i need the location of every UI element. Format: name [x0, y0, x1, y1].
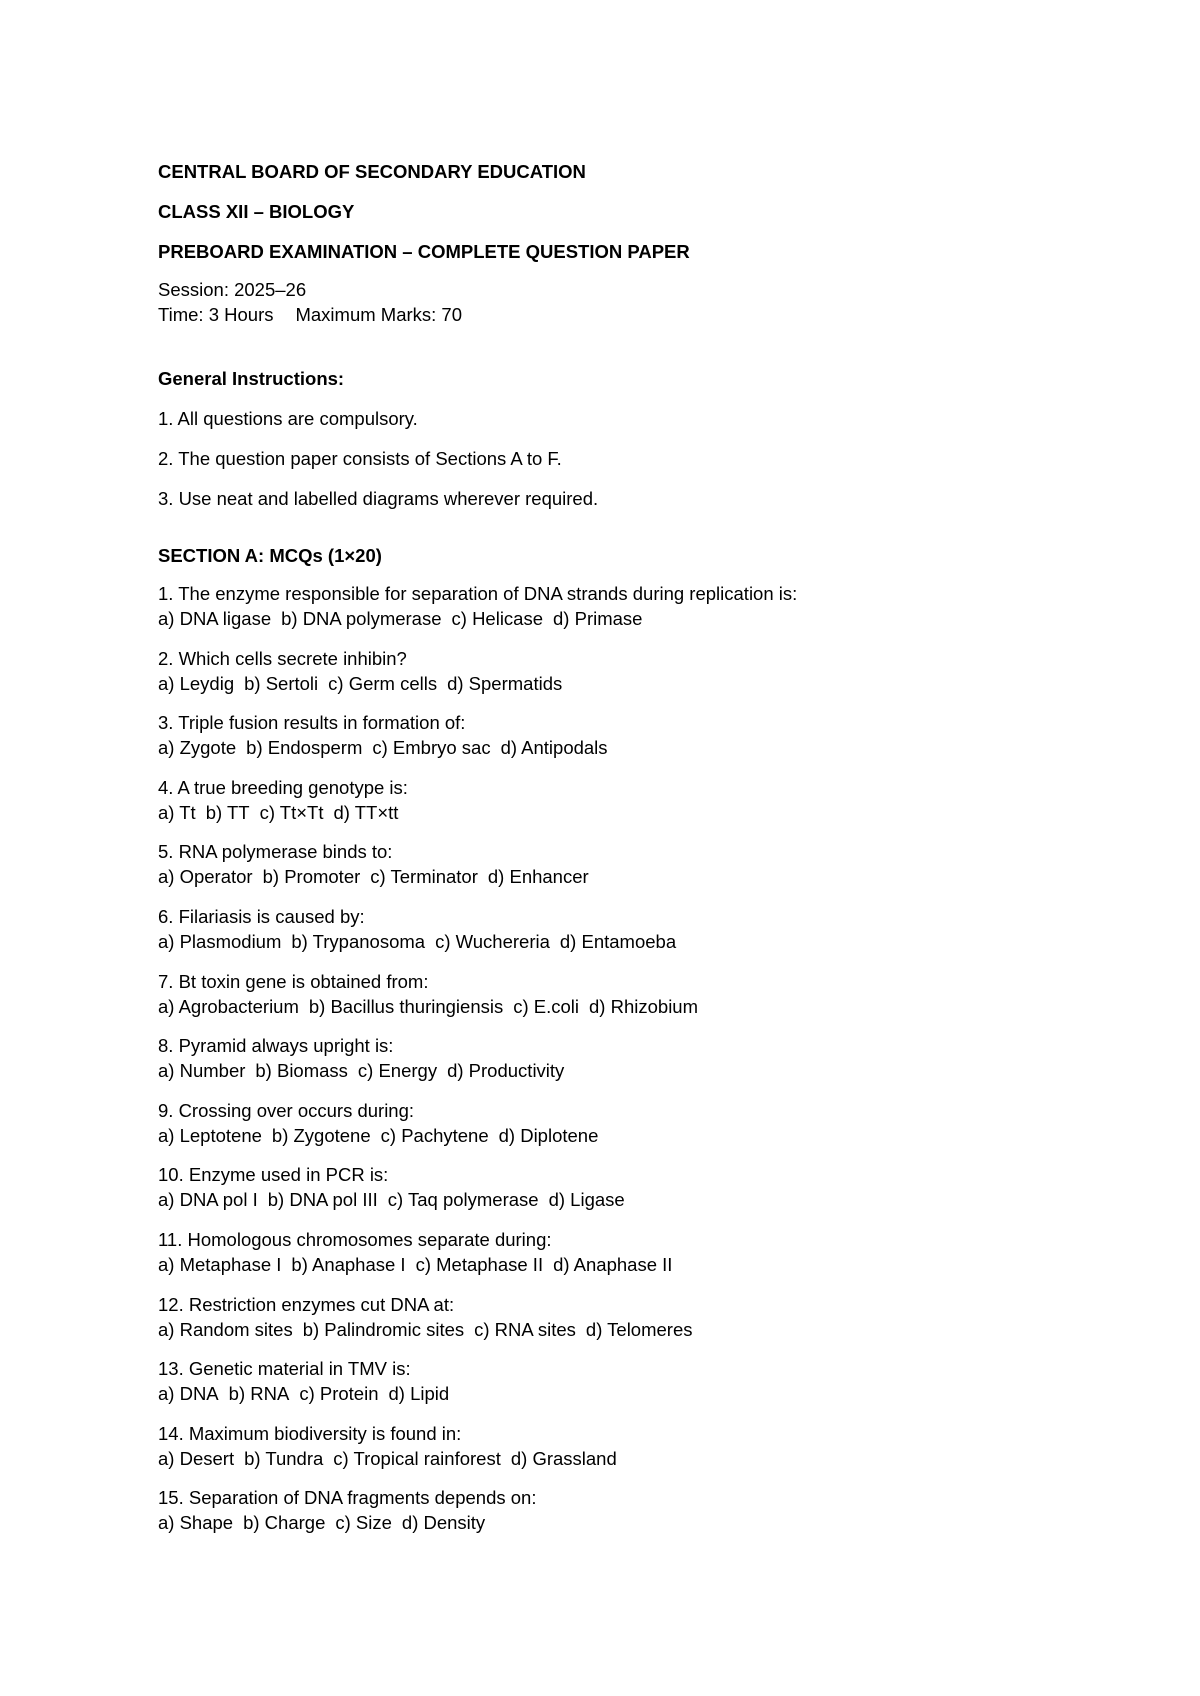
option-text: c) Size — [335, 1512, 392, 1534]
section-a-heading: SECTION A: MCQs (1×20) — [158, 545, 382, 566]
board-title: CENTRAL BOARD OF SECONDARY EDUCATION — [158, 161, 586, 182]
mcq-question — [158, 1485, 1058, 1535]
option-text: b) DNA polymerase — [281, 608, 442, 629]
option-text: d) Rhizobium — [589, 995, 699, 1017]
option-text: c) Taq polymerase — [387, 1189, 539, 1211]
question-options — [158, 1446, 1058, 1471]
option-text: d) Entamoeba — [559, 930, 677, 952]
instructions-heading: General Instructions: — [158, 368, 345, 389]
option-text: d) Enhancer — [487, 866, 589, 888]
question-text: 8. Pyramid always upright is: — [158, 1035, 394, 1057]
option-text: d) Grassland — [510, 1447, 617, 1469]
instruction-item: 1. All questions are compulsory. — [158, 408, 418, 429]
question-text: 2. Which cells secrete inhibin? — [158, 647, 407, 669]
instruction-item: 3. Use neat and labelled diagrams wherever required. — [158, 488, 599, 509]
option-text: d) Diplotene — [498, 1124, 599, 1146]
question-options — [158, 1381, 1058, 1406]
question-text: 12. Restriction enzymes cut DNA at: — [158, 1293, 455, 1315]
question-options — [158, 1187, 1058, 1212]
option-text: b) Anaphase I — [291, 1253, 406, 1275]
option-text: b) TT — [205, 801, 250, 823]
option-text: b) Trypanosoma — [291, 930, 426, 952]
option-text: d) Lipid — [388, 1383, 450, 1405]
option-text: a) Desert — [158, 1447, 235, 1469]
option-text: d) Density — [401, 1512, 486, 1534]
class-subject-title: CLASS XII – BIOLOGY — [158, 201, 355, 222]
question-text: 14. Maximum biodiversity is found in: — [158, 1422, 462, 1444]
option-text: c) Embryo sac — [372, 737, 491, 759]
option-text: a) DNA — [158, 1383, 219, 1405]
question-text: 7. Bt toxin gene is obtained from: — [158, 970, 429, 992]
question-text: 6. Filariasis is caused by: — [158, 905, 365, 927]
option-text: c) Metaphase II — [415, 1253, 544, 1275]
mcq-question — [158, 1098, 1058, 1148]
question-text: 1. The enzyme responsible for separation of DNA strands during replication is: — [158, 583, 798, 604]
mcq-question — [158, 710, 1058, 760]
option-text: d) Telomeres — [585, 1318, 693, 1340]
mcq-question — [158, 1033, 1058, 1083]
option-text: c) Helicase — [451, 608, 544, 629]
option-text: b) Charge — [243, 1512, 326, 1534]
question-options — [158, 671, 1058, 696]
option-text: c) Tt×Tt — [259, 801, 324, 823]
option-text: c) RNA sites — [474, 1318, 576, 1340]
option-text: a) Operator — [158, 866, 253, 888]
mcq-question — [158, 1421, 1058, 1471]
option-text: c) Tropical rainforest — [333, 1447, 501, 1469]
mcq-question — [158, 581, 1058, 631]
option-text: a) Agrobacterium — [158, 995, 299, 1017]
option-text: a) DNA pol I — [158, 1189, 258, 1211]
question-text: 3. Triple fusion results in formation of: — [158, 712, 466, 734]
exam-meta — [158, 277, 1058, 327]
question-paper-page — [158, 159, 1058, 1550]
mcq-question — [158, 904, 1058, 954]
mcq-question — [158, 839, 1058, 889]
option-text: a) DNA ligase — [158, 608, 272, 629]
question-options — [158, 994, 1058, 1019]
option-text: a) Leptotene — [158, 1124, 262, 1146]
question-options — [158, 735, 1058, 760]
question-text: 4. A true breeding genotype is: — [158, 776, 408, 798]
option-text: c) Energy — [357, 1060, 438, 1082]
question-text: 15. Separation of DNA fragments depends on: — [158, 1487, 537, 1509]
option-text: c) E.coli — [513, 995, 580, 1017]
option-text: b) Bacillus thuringiensis — [308, 995, 504, 1017]
option-text: d) Primase — [553, 608, 643, 629]
option-text: b) Palindromic sites — [302, 1318, 465, 1340]
option-text: b) Sertoli — [244, 672, 319, 694]
option-text: a) Number — [158, 1060, 246, 1082]
question-options — [158, 1510, 1058, 1535]
option-text: d) Anaphase II — [553, 1253, 673, 1275]
mcq-question — [158, 969, 1058, 1019]
mcq-question — [158, 1162, 1058, 1212]
option-text: a) Zygote — [158, 737, 237, 759]
question-options — [158, 606, 1058, 631]
time-text: Time: 3 Hours — [158, 304, 274, 325]
mcq-question — [158, 1292, 1058, 1342]
option-text: a) Plasmodium — [158, 930, 282, 952]
mcq-question — [158, 1227, 1058, 1277]
option-text: a) Metaphase I — [158, 1253, 282, 1275]
question-options — [158, 1058, 1058, 1083]
option-text: b) Zygotene — [271, 1124, 371, 1146]
option-text: a) Shape — [158, 1512, 234, 1534]
max-marks-text: Maximum Marks: 70 — [295, 304, 463, 325]
question-options — [158, 800, 1058, 825]
option-text: a) Leydig — [158, 672, 235, 694]
mcq-question — [158, 1356, 1058, 1406]
option-text: b) Biomass — [255, 1060, 348, 1082]
question-options — [158, 1123, 1058, 1148]
option-text: c) Terminator — [370, 866, 478, 888]
instruction-item: 2. The question paper consists of Sections A to F. — [158, 448, 562, 469]
option-text: c) Protein — [299, 1383, 379, 1405]
option-text: b) DNA pol III — [267, 1189, 378, 1211]
question-options — [158, 864, 1058, 889]
option-text: c) Wuchereria — [435, 930, 550, 952]
option-text: a) Random sites — [158, 1318, 293, 1340]
session-line: Session: 2025–26 — [158, 279, 307, 300]
question-text: 10. Enzyme used in PCR is: — [158, 1164, 389, 1186]
option-text: d) Antipodals — [500, 737, 608, 759]
option-text: d) Productivity — [447, 1060, 565, 1082]
question-text: 9. Crossing over occurs during: — [158, 1099, 415, 1121]
option-text: d) TT×tt — [333, 801, 399, 823]
question-list — [158, 581, 1058, 1535]
option-text: c) Pachytene — [380, 1124, 489, 1146]
option-text: d) Spermatids — [447, 672, 563, 694]
mcq-question — [158, 775, 1058, 825]
question-options — [158, 1317, 1058, 1342]
option-text: b) RNA — [228, 1383, 290, 1405]
option-text: d) Ligase — [548, 1189, 625, 1211]
option-text: b) Promoter — [262, 866, 361, 888]
time-marks-line — [158, 302, 1058, 327]
question-options — [158, 1252, 1058, 1277]
question-text: 5. RNA polymerase binds to: — [158, 841, 393, 863]
exam-title: PREBOARD EXAMINATION – COMPLETE QUESTION PAPER — [158, 241, 690, 262]
option-text: b) Endosperm — [246, 737, 363, 759]
mcq-question — [158, 646, 1058, 696]
option-text: c) Germ cells — [328, 672, 438, 694]
question-text: 11. Homologous chromosomes separate during: — [158, 1228, 552, 1250]
question-options — [158, 929, 1058, 954]
question-text: 13. Genetic material in TMV is: — [158, 1358, 411, 1380]
option-text: a) Tt — [158, 801, 196, 823]
option-text: b) Tundra — [244, 1447, 324, 1469]
